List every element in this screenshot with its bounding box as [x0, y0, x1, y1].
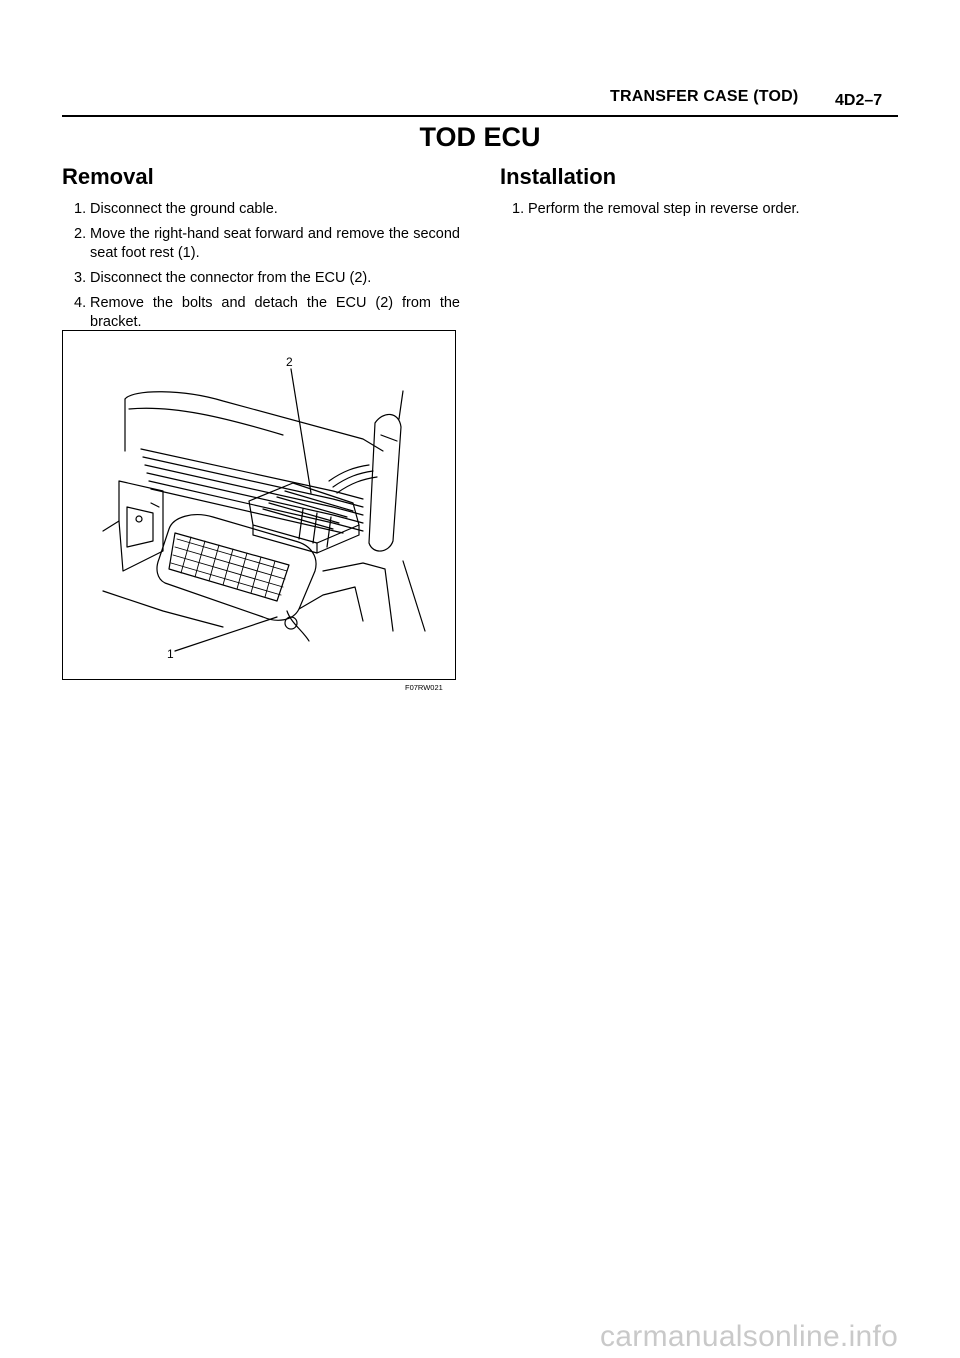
step-text: Perform the removal step in reverse order. [528, 201, 800, 217]
step-number: 1. [512, 201, 525, 217]
ecu-illustration [62, 330, 456, 680]
installation-heading: Installation [500, 164, 617, 189]
page-title: TOD ECU [419, 122, 541, 152]
removal-step [74, 225, 460, 263]
step-text: Remove the bolts and detach the ECU (2) from the bracket. [90, 295, 460, 330]
running-header-title: TRANSFER CASE (TOD) [610, 88, 799, 105]
removal-heading: Removal [62, 164, 154, 189]
step-number: 3. [74, 270, 87, 286]
page-number: 4D2–7 [835, 92, 883, 109]
removal-step [74, 269, 460, 288]
installation-steps [512, 200, 898, 225]
step-text: Disconnect the ground cable. [90, 201, 278, 217]
header-rule [62, 115, 898, 117]
removal-step [74, 294, 460, 332]
figure-code: F07RW021 [405, 683, 443, 692]
callout-2: 2 [286, 355, 293, 369]
step-number: 4. [74, 295, 87, 311]
callout-1: 1 [167, 647, 174, 661]
installation-step [512, 200, 898, 219]
step-number: 2. [74, 226, 87, 242]
step-number: 1. [74, 201, 87, 217]
watermark: carmanualsonline.info [600, 1320, 899, 1353]
step-text: Disconnect the connector from the ECU (2). [90, 270, 372, 286]
step-text: Move the right-hand seat forward and remove the second seat foot rest (1). [90, 226, 460, 261]
removal-step [74, 200, 460, 219]
removal-steps [74, 200, 460, 338]
ecu-line-drawing [63, 331, 455, 679]
